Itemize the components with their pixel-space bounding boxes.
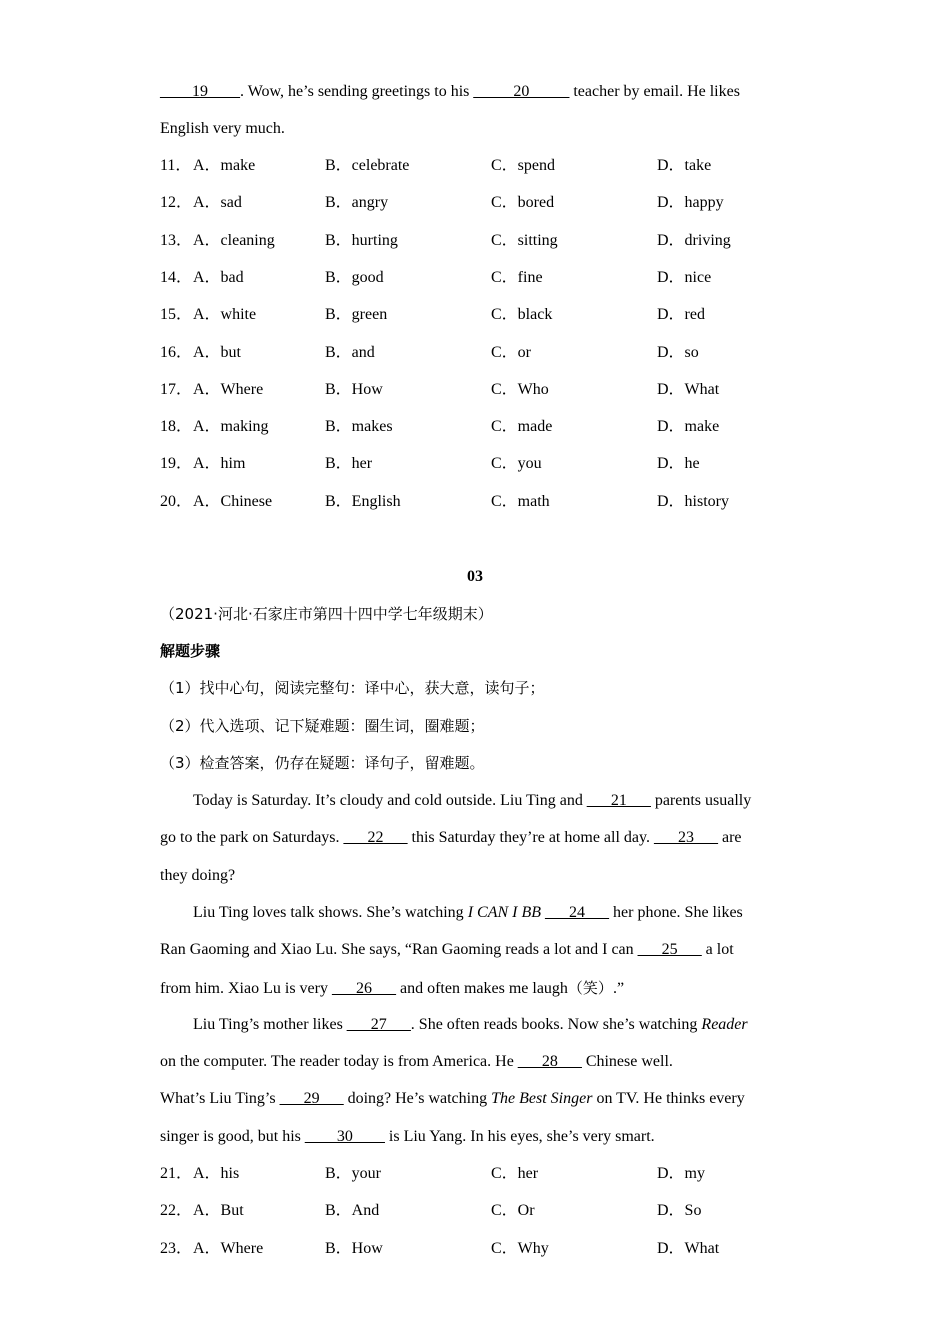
option-d[interactable]: D．red bbox=[657, 306, 705, 324]
option-c[interactable]: C．sitting bbox=[491, 231, 558, 249]
passage3-line bbox=[160, 1052, 790, 1072]
passage3-line bbox=[160, 940, 790, 960]
passage3-line bbox=[160, 978, 790, 999]
option-a[interactable]: A．But bbox=[193, 1202, 244, 1220]
italic-title: The Best Singer bbox=[491, 1090, 593, 1108]
text-segment: on the computer. The reader today is from America. He bbox=[160, 1053, 518, 1071]
option-b[interactable]: B．and bbox=[325, 343, 375, 361]
text-segment: Chinese well. bbox=[581, 1053, 673, 1071]
question-number: 21． bbox=[160, 1165, 193, 1182]
question-row bbox=[0, 417, 950, 437]
step-2: （2）代入选项、记下疑难题：圈生词，圈难题； bbox=[160, 717, 485, 735]
option-d[interactable]: D．history bbox=[657, 492, 730, 510]
question-row bbox=[0, 1201, 950, 1221]
text-segment: . She often reads books. Now she’s watching bbox=[410, 1015, 702, 1033]
passage3-line bbox=[160, 1089, 790, 1109]
option-d[interactable]: D．So bbox=[657, 1202, 702, 1220]
option-b[interactable]: B．good bbox=[325, 268, 384, 286]
option-d[interactable]: D．make bbox=[657, 418, 720, 436]
answer-blank: ___29___ bbox=[279, 1090, 344, 1108]
passage3-line bbox=[193, 791, 790, 811]
text-segment: from him. Xiao Lu is very bbox=[160, 979, 332, 997]
option-b[interactable]: B．English bbox=[325, 492, 401, 510]
option-a[interactable]: A．but bbox=[193, 343, 242, 361]
italic-title: Reader bbox=[701, 1015, 748, 1033]
question-number: 22． bbox=[160, 1202, 193, 1220]
text-segment: Liu Ting’s mother likes bbox=[193, 1015, 347, 1033]
option-c[interactable]: C．black bbox=[491, 306, 553, 324]
option-c[interactable]: C．bored bbox=[491, 194, 555, 212]
option-c[interactable]: C．or bbox=[491, 343, 532, 361]
answer-blank: ____19____ bbox=[160, 83, 240, 100]
question-row bbox=[0, 1164, 950, 1184]
passage3-line bbox=[160, 866, 790, 886]
section-source: （2021·河北·石家庄市第四十四中学七年级期末） bbox=[160, 605, 493, 623]
option-b[interactable]: B．her bbox=[325, 455, 373, 473]
passage3-line bbox=[160, 828, 790, 848]
option-a[interactable]: A．making bbox=[193, 418, 269, 436]
step-1: （1）找中心句，阅读完整句：译中心，获大意，读句子； bbox=[160, 679, 545, 697]
option-d[interactable]: D．he bbox=[657, 455, 700, 473]
question-row bbox=[0, 156, 950, 176]
text-segment: （笑） bbox=[567, 978, 613, 997]
question-number: 18． bbox=[160, 418, 193, 436]
option-b[interactable]: B．How bbox=[325, 1239, 383, 1257]
option-d[interactable]: D．driving bbox=[657, 231, 731, 249]
text-segment: . Wow, he’s sending greetings to his bbox=[240, 83, 474, 100]
text-segment: singer is good, but his bbox=[160, 1127, 305, 1145]
step-3: （3）检查答案，仍存在疑题：译句子，留难题。 bbox=[160, 754, 485, 772]
option-a[interactable]: A．bad bbox=[193, 268, 244, 286]
question-row bbox=[0, 1239, 950, 1259]
question-number: 23． bbox=[160, 1239, 193, 1257]
text-segment: Liu Ting loves talk shows. She’s watching bbox=[193, 903, 468, 921]
question-row bbox=[0, 492, 950, 512]
option-c[interactable]: C．math bbox=[491, 492, 550, 510]
answer-blank: ___27___ bbox=[346, 1015, 411, 1033]
answer-blank: ___28___ bbox=[517, 1053, 582, 1071]
text-segment: parents usually bbox=[650, 792, 752, 809]
option-a[interactable]: A．his bbox=[193, 1165, 240, 1182]
text-segment: is Liu Yang. In his eyes, she’s very smart. bbox=[384, 1127, 655, 1145]
question-row bbox=[0, 231, 950, 251]
text-segment: Ran Gaoming and Xiao Lu. She says, “Ran Gaoming reads a lot and I can bbox=[160, 941, 638, 959]
section-number: 03 bbox=[467, 568, 483, 585]
text-segment: they doing? bbox=[160, 866, 236, 884]
option-d[interactable]: D．What bbox=[657, 1239, 720, 1257]
text-segment: a lot bbox=[701, 941, 734, 959]
option-b[interactable]: B．angry bbox=[325, 194, 389, 212]
question-row bbox=[0, 193, 950, 213]
question-number: 11． bbox=[160, 157, 192, 174]
answer-blank: ___23___ bbox=[653, 829, 718, 847]
question-number: 12． bbox=[160, 194, 193, 212]
answer-blank: _____20_____ bbox=[473, 83, 570, 100]
option-a[interactable]: A．make bbox=[193, 157, 256, 174]
answer-blank: ___26___ bbox=[331, 979, 396, 997]
question-number: 14． bbox=[160, 268, 193, 286]
option-c[interactable]: C．Why bbox=[491, 1239, 549, 1257]
option-a[interactable]: A．sad bbox=[193, 194, 242, 212]
option-a[interactable]: A．Where bbox=[193, 1239, 264, 1257]
passage2-line-1 bbox=[160, 82, 790, 102]
question-row bbox=[0, 454, 950, 474]
text-segment: teacher by email. He likes bbox=[569, 83, 740, 100]
answer-blank: ___24___ bbox=[545, 903, 610, 921]
option-c[interactable]: C．made bbox=[491, 418, 553, 436]
question-row bbox=[0, 380, 950, 400]
text-segment: go to the park on Saturdays. bbox=[160, 829, 344, 847]
question-number: 16． bbox=[160, 343, 193, 361]
option-b[interactable]: B．hurting bbox=[325, 231, 398, 249]
option-b[interactable]: B．And bbox=[325, 1202, 380, 1220]
passage3-line bbox=[193, 903, 790, 923]
answer-blank: ___22___ bbox=[343, 829, 408, 847]
answer-blank: ___21___ bbox=[586, 792, 651, 809]
question-number: 20． bbox=[160, 492, 193, 510]
passage3-line bbox=[193, 1015, 790, 1035]
option-c[interactable]: C．fine bbox=[491, 268, 543, 286]
option-c[interactable]: C．you bbox=[491, 455, 542, 473]
option-b[interactable]: B．your bbox=[325, 1165, 382, 1182]
option-d[interactable]: D．take bbox=[657, 157, 712, 174]
answer-blank: ___25___ bbox=[637, 941, 702, 959]
option-b[interactable]: B．How bbox=[325, 380, 383, 398]
question-number: 15． bbox=[160, 306, 193, 324]
text-segment: are bbox=[717, 829, 742, 847]
question-row bbox=[0, 343, 950, 363]
question-number: 13． bbox=[160, 231, 193, 249]
question-row bbox=[0, 305, 950, 325]
passage2-line-2: English very much. bbox=[160, 120, 285, 137]
answer-blank: ____30____ bbox=[304, 1127, 385, 1145]
option-a[interactable]: A．white bbox=[193, 306, 257, 324]
text-segment: her phone. She likes bbox=[609, 903, 743, 921]
option-d[interactable]: D．so bbox=[657, 343, 699, 361]
text-segment: Today is Saturday. It’s cloudy and cold outside. Liu Ting and bbox=[193, 792, 587, 809]
option-c[interactable]: C．her bbox=[491, 1165, 539, 1182]
option-d[interactable]: D．nice bbox=[657, 268, 712, 286]
option-b[interactable]: B．makes bbox=[325, 418, 393, 436]
option-b[interactable]: B．celebrate bbox=[325, 157, 410, 174]
option-d[interactable]: D．What bbox=[657, 380, 720, 398]
option-b[interactable]: B．green bbox=[325, 306, 388, 324]
text-segment: doing? He’s watching bbox=[343, 1090, 492, 1108]
text-segment: .” bbox=[612, 979, 625, 997]
question-row bbox=[0, 268, 950, 288]
question-number: 19． bbox=[160, 455, 193, 473]
option-a[interactable]: A．Chinese bbox=[193, 492, 273, 510]
option-d[interactable]: D．my bbox=[657, 1165, 706, 1182]
option-c[interactable]: C．Or bbox=[491, 1202, 535, 1220]
option-a[interactable]: A．Where bbox=[193, 380, 264, 398]
passage3-line bbox=[160, 1127, 790, 1147]
option-c[interactable]: C．Who bbox=[491, 380, 549, 398]
text-segment: on TV. He thinks every bbox=[592, 1090, 745, 1108]
option-c[interactable]: C．spend bbox=[491, 157, 556, 174]
text-segment: and often makes me laugh bbox=[395, 979, 568, 997]
steps-title: 解题步骤 bbox=[160, 642, 221, 660]
question-number: 17． bbox=[160, 380, 193, 398]
italic-title: I CAN I BB bbox=[467, 903, 542, 921]
text-segment: this Saturday they’re at home all day. bbox=[407, 829, 654, 847]
option-d[interactable]: D．happy bbox=[657, 194, 724, 212]
option-a[interactable]: A．him bbox=[193, 455, 246, 473]
option-a[interactable]: A．cleaning bbox=[193, 231, 275, 249]
text-segment: What’s Liu Ting’s bbox=[160, 1090, 280, 1108]
